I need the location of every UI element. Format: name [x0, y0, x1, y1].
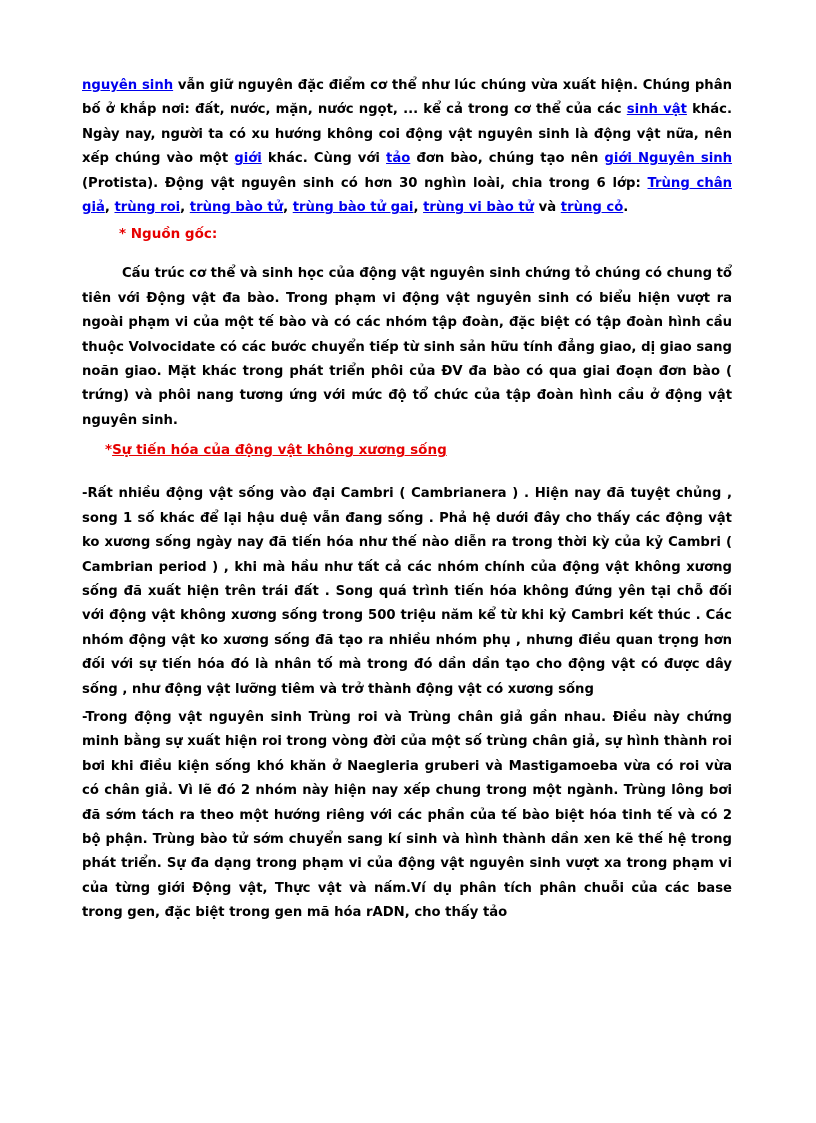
paragraph-protozoa-intro [82, 74, 732, 220]
link-trung-bao-tu[interactable]: trùng bào tử [189, 200, 284, 216]
heading-invertebrate-evolution [105, 438, 732, 462]
paragraph-cambrian: -Rất nhiều động vật sống vào đại Cambri ( Cambrianera ) . Hiện nay đã tuyệt chủng , song 1 số khác để lại hậu duệ vẫn đang sống . Phả hệ dưới đây cho thấy các động vật ko xương sống ngày nay đã tiến hóa như thế nào diễn ra trong thời kỳ của kỷ Cambri ( Cambrian period ) , khi mà hầu như tất cả các nhóm chính của động vật không xương sống đã xuất hiện trên trái đất . Song quá trình tiến hóa không đứng yên tại chỗ đối với động vật không xương sống trong 500 triệu năm kể từ khi kỷ Cambri kết thúc . Các nhóm động vật ko xương sống đã tạo ra nhiều nhóm phụ , nhưng điều quan trọng hơn đối với sự tiến hóa đó là nhân tố mà trong đó dần dần tạo cho động vật có được dây sống , như động vật lưỡng tiêm và trở thành động vật có xương sống [82, 486, 732, 697]
text-segment: đơn bào, chúng tạo nên [410, 151, 605, 167]
paragraph-protozoa-relations: -Trong động vật nguyên sinh Trùng roi và Trùng chân giả gần nhau. Điều này chứng minh bằng sự xuất hiện roi trong vòng đời của một số trùng chân giả, sự hình thành roi bơi khi điều kiện sống khó khăn ở Naegleria gruberi và Mastigamoeba vừa có roi vừa có chân giả. Vì lẽ đó 2 nhóm này hiện nay xếp chung trong một ngành. Trùng lông bơi đã sớm tách ra theo một hướng riêng với các phần của tế bào biệt hóa tinh tế và có 2 bộ phận. Trùng bào tử sớm chuyển sang kí sinh và hình thành dần xen kẽ thế hệ trong phát triển. Sự đa dạng trong phạm vi của động vật nguyên sinh vượt xa trong phạm vi của từng giới Động vật, Thực vật và nấm.Ví dụ phân tích phân chuỗi của các base trong gen, đặc biệt trong gen mã hóa rADN, cho thấy tảo [82, 709, 732, 921]
text-segment: (Protista). Động vật nguyên sinh có hơn 30 nghìn loài, chia trong 6 lớp: [82, 175, 648, 191]
separator: , [180, 200, 190, 216]
link-gioi-nguyen-sinh[interactable]: giới Nguyên sinh [604, 151, 733, 167]
link-trung-co[interactable]: trùng cỏ [560, 200, 624, 216]
link-trung-bao-tu-gai[interactable]: trùng bào tử gai [292, 200, 414, 216]
heading-text: Sự tiến hóa của động vật không xương sống [112, 442, 447, 459]
text-segment: khác. Cùng với [261, 151, 387, 167]
separator: , [104, 200, 115, 216]
separator: , [283, 200, 293, 216]
separator: . [623, 200, 629, 216]
document-page [82, 74, 732, 926]
text-segment: vẫn giữ nguyên đặc điểm cơ thể như lúc chúng vừa xuất hiện. Chúng phân bố ở khắp nơi: đất, nước, mặn, nước ngọt, ... kể cả trong cơ thể của các [82, 78, 732, 118]
spacer [82, 462, 732, 482]
link-nguyen-sinh[interactable]: nguyên sinh [82, 78, 174, 93]
text-segment: khác. Ngày nay, người ta có xu hướng không coi động vật nguyên sinh là động vật nữa, nên xếp chúng vào một [82, 102, 732, 167]
link-trung-roi[interactable]: trùng roi [114, 200, 181, 216]
separator: , [413, 200, 424, 216]
link-gioi[interactable]: giới [234, 151, 262, 167]
heading-nguon-goc: * Nguồn gốc: [119, 226, 218, 243]
link-trung-vi-bao-tu[interactable]: trùng vi bào tử [423, 200, 535, 216]
paragraph-origin: Cấu trúc cơ thể và sinh học của động vật nguyên sinh chứng tỏ chúng có chung tổ tiên với Động vật đa bào. Trong phạm vi động vật nguyên sinh có biểu hiện vượt ra ngoài phạm vi của một tế bào và có các nhóm tập đoàn, đặc biệt có tập đoàn hình cầu thuộc Volvocidate có các bước chuyển tiếp từ sinh sản hữu tính đẳng giao, dị giao sang noãn giao. Mặt khác trong phát triển phôi của ĐV đa bào có qua giai đoạn đơn bào ( trứng) và phôi nang tương ứng với mức độ tổ chức của tập đoàn hình cầu ở động vật nguyên sinh. [82, 266, 732, 428]
link-tao[interactable]: tảo [386, 151, 411, 167]
link-trung-chan-gia[interactable]: Trùng chân giả [82, 175, 732, 216]
link-sinh-vat[interactable]: sinh vật [626, 102, 687, 118]
heading-star: * [105, 442, 113, 459]
spacer [82, 246, 732, 262]
separator: và [534, 200, 561, 216]
